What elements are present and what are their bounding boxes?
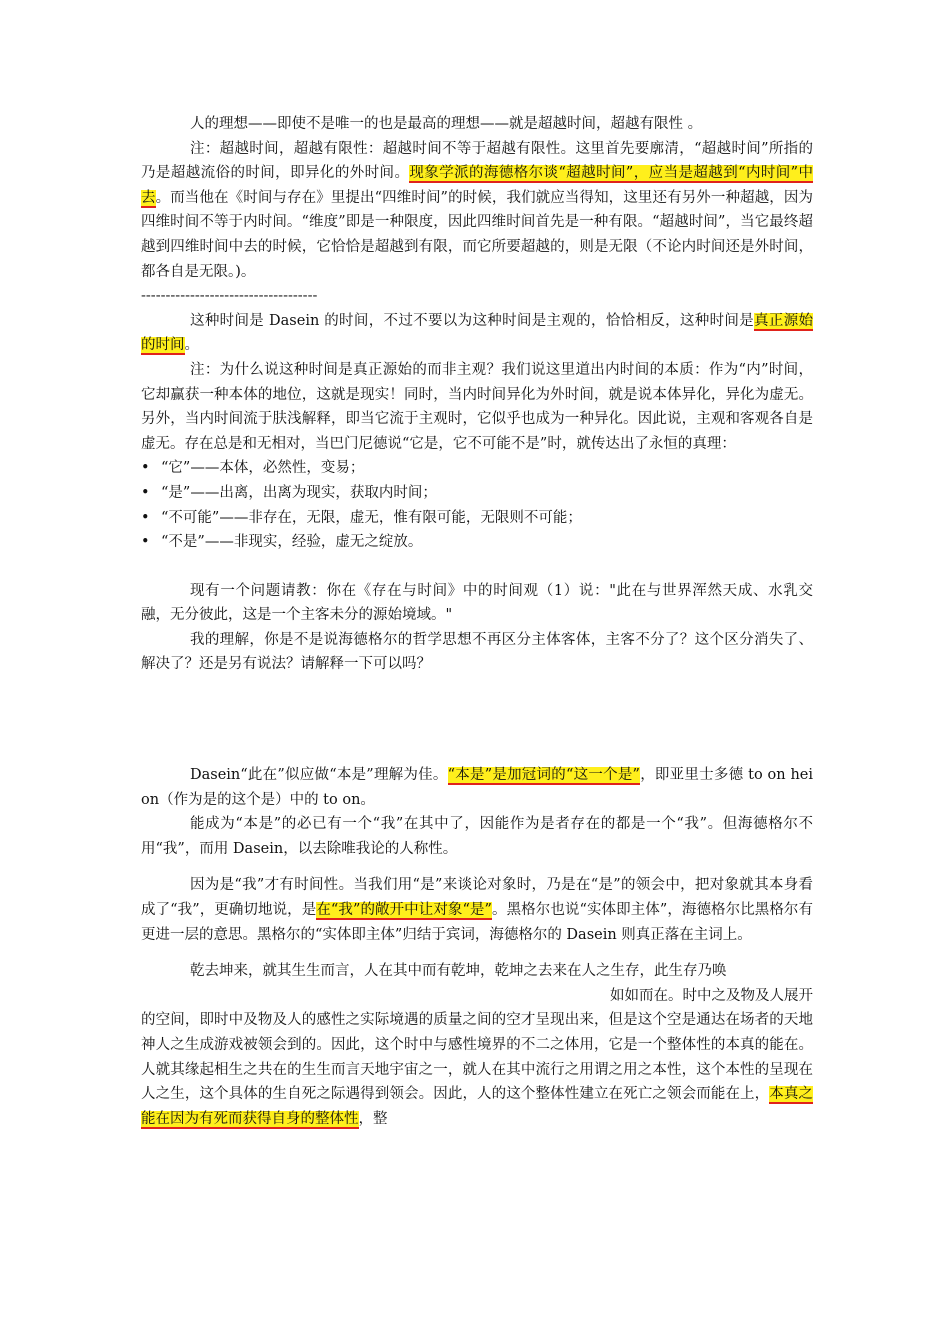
- highlight-mark: 在“我”的敞开中让对象“是”: [316, 902, 492, 919]
- bullet-list: [141, 456, 813, 554]
- text-segment: 的空间，即时中及物及人的感性之实际境遇的质量之间的空才呈现出来，但是这个空是通达在场者的天地神人之生成游戏被领会到的。因此，这个时中与感性境界的不二之体用，它是一个整体性的本真的能在。人就其缘起相生之共在的生生而言天地宇宙之一，就人在其中流行之用谓之用之本性，这个本性的呈现在人之生，这个具体的生自死之际遇得到领会。因此，人的这个整体性建立在死亡之领会而能在上，: [141, 1012, 813, 1103]
- text-segment: 。: [184, 337, 199, 354]
- spacer: [141, 555, 813, 579]
- paragraph-qiankun-line1: 乾去坤来，就其生生而言，人在其中而有乾坤，乾坤之去来在人之生存，此生存乃唤: [190, 963, 727, 980]
- text-segment: 因为是“我”才有时间性。当我们用“是”来谈论对象时，乃是在“是”的领会中，把对象就其本身看成了“我”，更确切地说，是: [141, 877, 813, 919]
- list-item: • “它”——本体，必然性，变易；: [141, 456, 813, 481]
- list-item: • “不可能”——非存在，无限，虚无，惟有限可能，无限则不可能；: [141, 506, 813, 531]
- highlight-mark: “本是”是加冠词的“这一个是”: [447, 767, 640, 784]
- paragraph-qiankun-line2: 如如而在。时中之及物及人展开: [610, 987, 813, 1004]
- paragraph-temporality: [141, 873, 813, 947]
- paragraph-ideal: 人的理想——即使不是唯一的也是最高的理想——就是超越时间，超越有限性 。: [190, 116, 703, 132]
- paragraph-note-transcend: [141, 137, 813, 285]
- list-item: • “是”——出离，出离为现实，获取内时间；: [141, 481, 813, 506]
- separator-line: ------------------------------------: [141, 288, 318, 305]
- text-segment: 这种时间是 Dasein 的时间，不过不要以为这种时间是主观的，恰恰相反，这种时间是: [190, 312, 755, 329]
- text-segment: ，即亚里士多德 to on hei on（作为是的这个是）中的 to on。: [141, 767, 814, 808]
- spacer: [141, 861, 813, 873]
- paragraph-qiankun-body: [141, 1008, 813, 1131]
- highlight-mark: 现象学派的海德格尔谈“超越时间”，应当是超越到“内时间”中去: [141, 165, 813, 206]
- paragraph-understanding: 我的理解，你是不是说海德格尔的哲学思想不再区分主体客体，主客不分了？这个区分消失了、解决了？还是另有说法？请解释一下可以吗？: [141, 631, 813, 673]
- paragraph-note-origin: 注：为什么说这种时间是真正源始的而非主观？我们说这里道出内时间的本质：作为“内”时间，它却赢获一种本体的地位，这就是现实！同时，当内时间异化为外时间，就是说本体异化，异化为虚无。另外，当内时间流于肤浅解释，即当它流于主观时，它似乎也成为一种异化。因此说，主观和客观各自是虚无。存在总是和无相对，当巴门尼德说“它是，它不可能不是”时，就传达出了永恒的真理：: [141, 361, 813, 452]
- highlight-mark: 本真之能在因为有死而获得自身的整体性: [141, 1086, 814, 1127]
- list-item: • “不是”——非现实，经验，虚无之绽放。: [141, 530, 813, 555]
- text-segment: 注：超越时间，超越有限性：超越时间不等于超越有限性。这里首先要廓清，“超越时间”所指的乃是超越流俗的时间，即异化的外时间。: [141, 140, 813, 182]
- text-segment: 。黑格尔也说“实体即主体”，海德格尔比黑格尔有更进一层的意思。黑格尔的“实体即主体”归结于宾词，海德格尔的 Dasein 则真正落在主词上。: [141, 902, 814, 943]
- text-segment: Dasein“此在”似应做“本是”理解为佳。: [190, 767, 448, 784]
- paragraph-wo: 能成为“本是”的必已有一个“我”在其中了，因能作为是者存在的都是一个“我”。但海德格尔不用“我”，而用 Dasein，以去除唯我论的人称性。: [141, 816, 813, 857]
- text-segment: ，整: [358, 1110, 388, 1127]
- highlight-mark: 真正源始的时间: [141, 312, 814, 354]
- paragraph-question: 现有一个问题请教：你在《存在与时间》中的时间观（1）说："此在与世界浑然天成、水乳交融，无分彼此，这是一个主客未分的源始境域。": [141, 582, 813, 624]
- paragraph-benshi: [141, 763, 813, 812]
- paragraph-dasein-time: [141, 309, 813, 358]
- spacer: [141, 947, 813, 959]
- spacer: [141, 677, 813, 763]
- text-segment: 。而当他在《时间与存在》里提出“四维时间”的时候，我们就应当得知，这里还有另外一种超越，因为四维时间不等于内时间。“维度”即是一种限度，因此四维时间首先是一种有限。“超越时间”，当它最终超越到四维时间中去的时候，它恰恰是超越到有限，而它所要超越的，则是无限（不论内时间还是外时间，都各自是无限。)。: [141, 189, 814, 280]
- document-page: [141, 112, 813, 1131]
